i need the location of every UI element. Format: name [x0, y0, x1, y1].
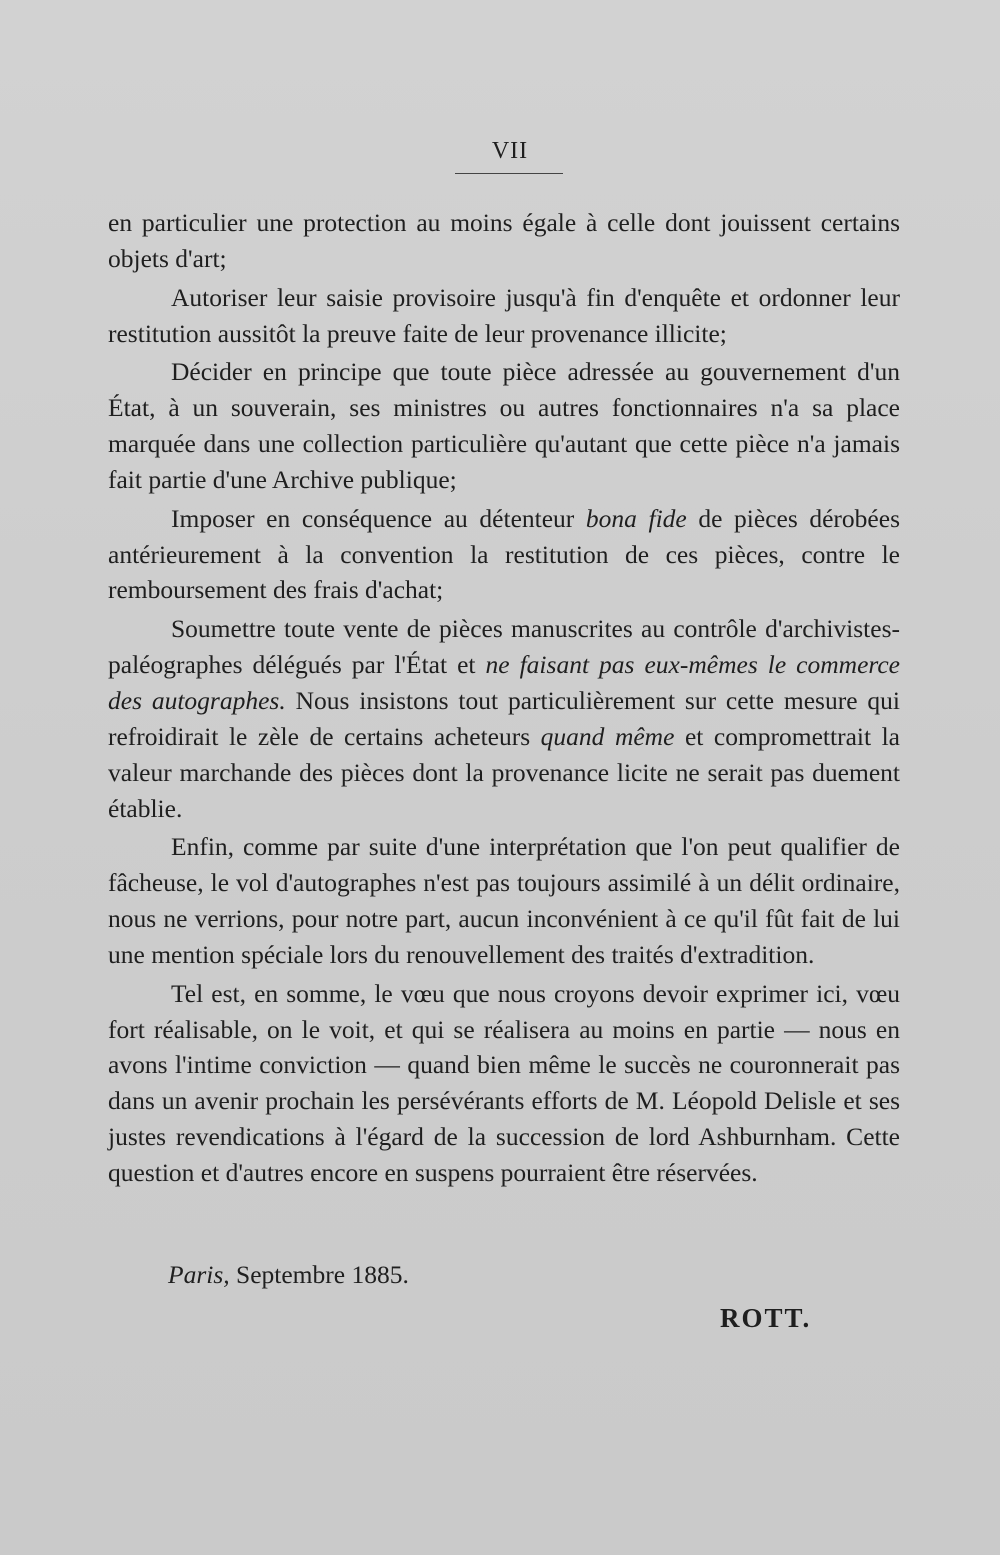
paragraph	[108, 976, 900, 1191]
text-segment: de pièces dérobées antérieurement à la convention la restitution de ces pièces, contre le remboursement des frais d'achat;	[108, 503, 900, 605]
text-segment: Imposer en conséquence au détenteur	[171, 503, 586, 533]
paragraph	[108, 501, 900, 609]
paragraph	[108, 611, 900, 826]
italic-text: quand même	[540, 721, 675, 751]
text-segment: en particulier une protection au moins égale à celle dont jouissent certains objets d'art;	[108, 208, 900, 273]
text-segment: Enfin, comme par suite d'une interprétation que l'on peut qualifier de fâcheuse, le vol d'autographes n'est pas toujours assimilé à un délit ordinaire, nous ne verrions, pour notre part, aucun inconvénient à ce qu'il fût fait de lui une mention spéciale lors du renouvellement des traités d'extradition.	[108, 832, 900, 969]
paragraph	[108, 205, 900, 277]
body-text	[108, 205, 900, 1191]
paragraph	[108, 280, 900, 352]
closing-date: Septembre 1885.	[236, 1260, 409, 1289]
closing-line	[168, 1260, 409, 1290]
italic-text: bona fide	[585, 503, 687, 533]
signature: ROTT.	[720, 1303, 812, 1333]
page-number: VII	[491, 138, 529, 164]
closing-place: Paris,	[168, 1260, 230, 1289]
text-segment: Décider en principe que toute pièce adressée au gouvernement d'un État, à un souverain, ses ministres ou autres fonctionnaires n'a sa place marquée dans une collection particulière qu'autant que cette pièce n'a jamais fait partie d'une Archive publique;	[108, 357, 900, 494]
italic-text: ne faisant pas eux-mêmes le commerce des autographes.	[108, 650, 900, 715]
paragraph	[108, 829, 900, 972]
text-segment: Autoriser leur saisie provisoire jusqu'à fin d'enquête et ordonner leur restitution aussitôt la preuve faite de leur provenance illicite;	[108, 282, 900, 348]
text-segment: et compromettrait la valeur marchande des pièces dont la provenance licite ne serait pas duement établie.	[108, 721, 900, 823]
text-segment: Tel est, en somme, le vœu que nous croyons devoir exprimer ici, vœu fort réalisable, on le voit, et qui se réalisera au moins en partie — nous en avons l'intime conviction — quand bien même le succès ne couronnerait pas dans un avenir prochain les persévérants efforts de M. Léopold Delisle et ses justes revendications à l'égard de la succession de lord Ashburnham. Cette question et d'autres encore en suspens pourraient être réservées.	[108, 978, 900, 1187]
header-rule	[455, 173, 563, 174]
paragraph	[108, 354, 900, 497]
text-segment: Soumettre toute vente de pièces manuscrites au contrôle d'archivistes-paléographes délégués par l'État et	[108, 614, 900, 680]
text-segment: Nous insistons tout particulièrement sur cette mesure qui refroidirait le zèle de certains acheteurs	[108, 685, 900, 751]
